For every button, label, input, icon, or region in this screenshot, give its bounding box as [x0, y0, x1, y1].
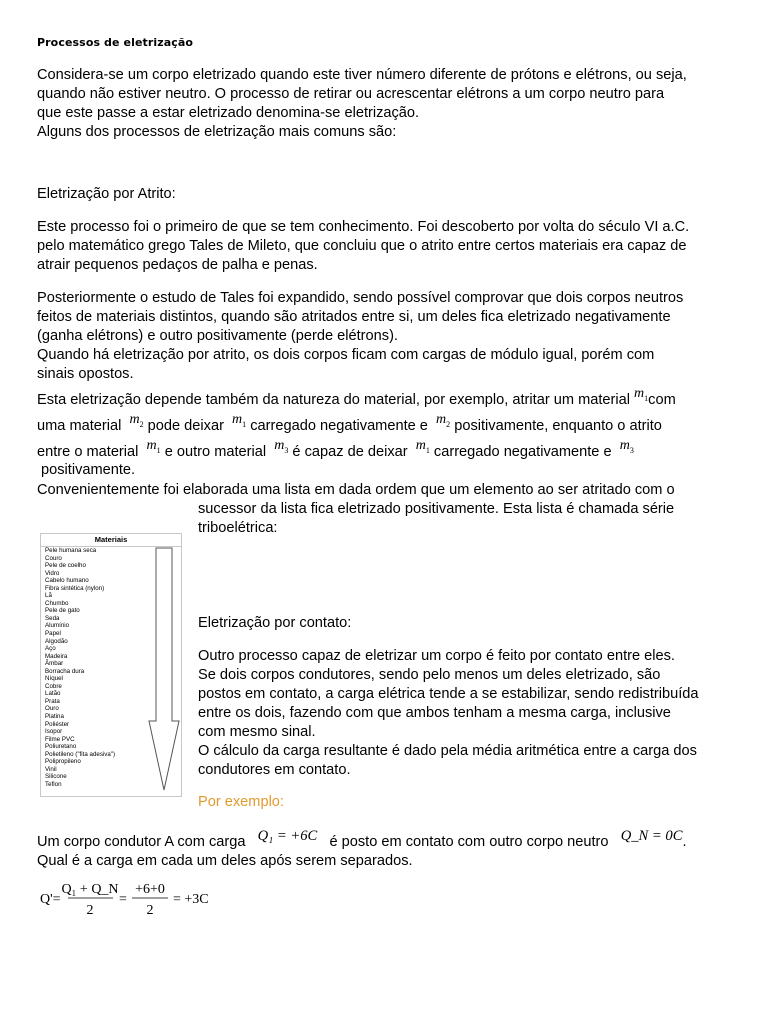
text-segment: Esta eletrização depende também da natureza do material, por exemplo, atritar um material [37, 392, 630, 408]
material-item: Madeira [45, 652, 68, 660]
text-segment: é posto em contato com outro corpo neutro [329, 834, 609, 850]
material-item: Vidro [45, 569, 60, 577]
formula-lhs: Q'= [40, 892, 61, 907]
atrito-p2-line-2: feitos de materiais distintos, quando são atritados entre si, um deles fica eletrizado negativamente [37, 309, 671, 325]
down-arrow-icon [147, 546, 181, 794]
text-segment: positivamente, enquanto o atrito [454, 418, 662, 434]
contato-line-1: Outro processo capaz de eletrizar um corpo é feito por contato entre eles. [198, 648, 675, 664]
section-heading-contato: Eletrização por contato: [198, 615, 352, 631]
text-segment: é capaz de deixar [292, 444, 408, 460]
material-item: Chumbo [45, 599, 69, 607]
material-item: Vinil [45, 765, 57, 773]
text-segment: Um corpo condutor A com carga [37, 834, 246, 850]
material-item: Polietileno ("fita adesiva") [45, 750, 116, 758]
contato-line-7: condutores em contato. [198, 762, 351, 778]
material-item: Fibra sintética (nylon) [45, 584, 105, 592]
atrito-p3-line-2 [37, 412, 662, 441]
formula-num2: +6+0 [135, 882, 165, 897]
material-item: Prata [45, 697, 60, 705]
page-title: Processos de eletrização [37, 36, 194, 49]
atrito-p2-line-3: (ganha elétrons) e outro positivamente (perde elétrons). [37, 328, 398, 344]
text-segment: com [648, 392, 676, 408]
symbol-m2: $m_2$ [436, 412, 451, 429]
contato-line-6: O cálculo da carga resultante é dado pela média aritmética entre a carga dos [198, 743, 697, 759]
material-item: Cabelo humano [45, 577, 89, 585]
material-item: Silicone [45, 773, 67, 781]
atrito-p1-line-2: pelo matemático grego Tales de Mileto, que concluiu que o atrito entre certos materiais era capaz de [37, 238, 687, 254]
charge-q1: Q₁ = +6C [257, 828, 318, 844]
material-item: Cobre [45, 682, 62, 690]
table-header: Materiais [41, 534, 181, 547]
material-item: Platina [45, 713, 64, 721]
formula-eq: = [119, 892, 127, 907]
formula-den2: 2 [146, 903, 154, 918]
material-item: Algodão [45, 637, 68, 645]
material-item: Isopor [45, 728, 63, 736]
formula-graphic [40, 878, 240, 920]
material-item: Papel [45, 630, 61, 638]
example-question: Qual é a carga em cada um deles após serem separados. [37, 853, 413, 869]
material-item: Níquel [45, 675, 63, 683]
material-item: Seda [45, 614, 60, 622]
atrito-p3-line-4: positivamente. [41, 462, 136, 478]
symbol-m1: $m_1$ [232, 412, 247, 429]
section-heading-atrito: Eletrização por Atrito: [37, 186, 176, 202]
material-item: Aço [45, 645, 56, 653]
material-item: Filme PVC [45, 735, 75, 743]
atrito-p2-line-1: Posteriormente o estudo de Tales foi expandido, sendo possível comprovar que dois corpos neutros [37, 290, 684, 306]
text-segment: e outro material [164, 444, 267, 460]
material-item: Pele humana seca [45, 547, 97, 554]
atrito-p4-line-1: Convenientemente foi elaborada uma lista em dada ordem que um elemento ao ser atritado com o [37, 482, 675, 498]
material-item: Pele de coelho [45, 562, 86, 570]
example-line-1 [37, 828, 687, 853]
symbol-m3: $m_3$ [274, 438, 289, 455]
atrito-p2-line-4: Quando há eletrização por atrito, os dois corpos ficam com cargas de módulo igual, porém com [37, 347, 655, 363]
material-item: Teflon [45, 780, 62, 788]
material-item: Lã [45, 592, 52, 600]
symbol-m1: $m_1$ [146, 438, 161, 455]
material-item: Poliéster [45, 720, 70, 728]
material-item: Ouro [45, 705, 59, 713]
material-item: Alumínio [45, 622, 70, 630]
text-segment: pode deixar [147, 418, 224, 434]
contato-line-4: entre os dois, fazendo com que ambos tenham a mesma carga, inclusive [198, 705, 671, 721]
contato-line-5: com mesmo sinal. [198, 724, 316, 740]
text-segment: carregado negativamente e [433, 444, 612, 460]
text-segment: uma material [37, 418, 122, 434]
material-item: Pele de gato [45, 607, 80, 615]
symbol-m1: $m_1$ [634, 386, 649, 403]
atrito-p4-line-3: triboelétrica: [198, 520, 278, 536]
symbol-m3: $m_3$ [619, 438, 634, 455]
atrito-p2-line-5: sinais opostos. [37, 366, 134, 382]
example-label: Por exemplo: [198, 794, 284, 810]
text-segment: carregado negativamente e [250, 418, 428, 434]
material-item: Couro [45, 554, 62, 562]
symbol-m2: $m_2$ [129, 412, 144, 429]
intro-line-4: Alguns dos processos de eletrização mais comuns são: [37, 124, 397, 140]
intro-line-2: quando não estiver neutro. O processo de retirar ou acrescentar elétrons a um corpo neutro para [37, 86, 665, 102]
material-item: Poliuretano [45, 743, 77, 751]
materials-list [45, 547, 115, 789]
contato-line-2: Se dois corpos condutores, sendo pelo menos um deles eletrizado, são [198, 667, 661, 683]
triboelectric-table [40, 533, 182, 797]
formula-result: = +3C [173, 892, 209, 907]
atrito-p1-line-1: Este processo foi o primeiro de que se tem conhecimento. Foi descoberto por volta do século VI a.C. [37, 219, 690, 235]
contato-line-3: postos em contato, a carga elétrica tende a se estabilizar, sendo redistribuída [198, 686, 699, 702]
symbol-m1: $m_1$ [415, 438, 430, 455]
formula-num1: Q₁ + Q_N [61, 882, 119, 897]
text-segment: . [682, 834, 687, 850]
material-item: Latão [45, 690, 61, 698]
atrito-p4-line-2: sucessor da lista fica eletrizado positivamente. Esta lista é chamada série [198, 501, 675, 517]
material-item: Polipropileno [45, 758, 81, 766]
charge-formula [40, 878, 240, 925]
intro-line-1: Considera-se um corpo eletrizado quando este tiver número diferente de prótons e elétrons, ou seja, [37, 67, 687, 83]
intro-line-3: que este passe a estar eletrizado denomina-se eletrização. [37, 105, 420, 121]
material-item: Borracha dura [45, 667, 85, 675]
text-segment: entre o material [37, 444, 139, 460]
formula-den1: 2 [86, 903, 94, 918]
material-item: Âmbar [45, 660, 64, 668]
charge-qn: Q_N = 0C [620, 828, 683, 844]
atrito-p1-line-3: atrair pequenos pedaços de palha e penas. [37, 257, 318, 273]
